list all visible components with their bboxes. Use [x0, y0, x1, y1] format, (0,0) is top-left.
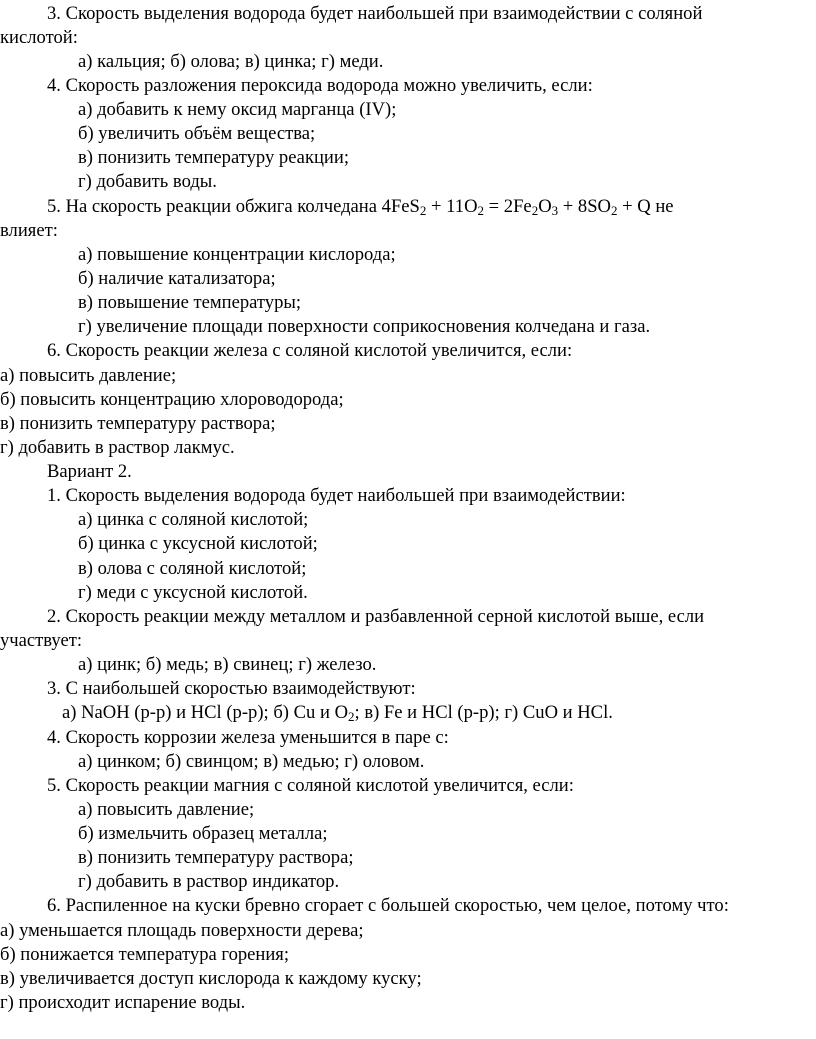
v1-q6-option-a: а) повысить давление; [0, 365, 177, 386]
v1-q5-sub-4: 3 [551, 203, 559, 218]
v1-q5-sub-3: 2 [531, 203, 539, 218]
v1-q4-option-c: в) понизить температуру реакции; [78, 147, 349, 168]
v1-q4-text: 4. Скорость разложения пероксида водорода можно увеличить, если: [47, 75, 593, 96]
v2-q2-text-cont: участвует: [0, 630, 83, 651]
v2-q2-text: 2. Скорость реакции между металлом и разбавленной серной кислотой выше, если [47, 606, 705, 627]
v1-q4-option-b: б) увеличить объём вещества; [78, 123, 316, 144]
v1-q5-sub-2: 2 [477, 203, 485, 218]
v1-q3-text-cont: кислотой: [0, 27, 78, 48]
v1-q5-option-c: в) повышение температуры; [78, 292, 302, 313]
v2-q6-option-c: в) увеличивается доступ кислорода к каждому куску; [0, 968, 422, 989]
v1-q5-sub-5: 2 [611, 203, 618, 218]
v1-q5-text-m3: O [538, 196, 552, 217]
v2-q6-text: 6. Распиленное на куски бревно сгорает с большей скоростью, чем целое, потому что: [47, 895, 729, 916]
v2-q1-option-a: а) цинка с соляной кислотой; [78, 509, 309, 530]
v1-q6-text: 6. Скорость реакции железа с соляной кислотой увеличится, если: [47, 340, 573, 361]
v2-q6-option-a: а) уменьшается площадь поверхности дерева; [0, 920, 364, 941]
v2-q2-options: а) цинк; б) медь; в) свинец; г) железо. [78, 654, 377, 675]
v2-q1-option-d: г) меди с уксусной кислотой. [78, 582, 308, 603]
v1-q5-text-pre: 5. На скорость реакции обжига колчедана 4FeS [47, 196, 420, 217]
v1-q5-option-d: г) увеличение площади поверхности соприкосновения колчедана и газа. [78, 316, 651, 337]
v2-q5-option-c: в) понизить температуру раствора; [78, 847, 354, 868]
v2-q5-option-a: а) повысить давление; [78, 799, 255, 820]
v1-q3-text: 3. Скорость выделения водорода будет наибольшей при взаимодействии с соляной [47, 3, 703, 24]
v1-q5-sub-1: 2 [419, 203, 427, 218]
v2-q1-text: 1. Скорость выделения водорода будет наибольшей при взаимодействии: [47, 485, 626, 506]
v1-q5-text-m2: = 2Fe [484, 196, 532, 217]
v1-q5-option-a: а) повышение концентрации кислорода; [78, 244, 396, 265]
v2-q3-options [62, 701, 613, 725]
v1-q5-text [47, 195, 674, 219]
v1-q6-option-c: в) понизить температуру раствора; [0, 413, 276, 434]
variant-2-heading: Вариант 2. [47, 461, 132, 482]
v1-q3-options: а) кальция; б) олова; в) цинка; г) меди. [78, 51, 384, 72]
v2-q3-sub-1: 2 [348, 709, 355, 724]
v1-q6-option-b: б) повысить концентрацию хлороводорода; [0, 389, 344, 410]
v1-q5-option-b: б) наличие катализатора; [78, 268, 276, 289]
v2-q3-text: 3. С наибольшей скоростью взаимодействуют: [47, 678, 416, 699]
v1-q6-option-d: г) добавить в раствор лакмус. [0, 437, 235, 458]
v1-q4-option-d: г) добавить воды. [78, 171, 217, 192]
v1-q5-text-m1: + 11O [426, 196, 478, 217]
v2-q6-option-d: г) происходит испарение воды. [0, 992, 246, 1013]
v1-q5-text-m4: + 8SO [558, 196, 611, 217]
v2-q5-option-b: б) измельчить образец металла; [78, 823, 328, 844]
v1-q5-text-cont: влияет: [0, 220, 58, 241]
v2-q1-option-b: б) цинка с уксусной кислотой; [78, 533, 318, 554]
v2-q1-option-c: в) олова с соляной кислотой; [78, 558, 307, 579]
v2-q3-options-pre: а) NaOH (р-р) и HCl (р-р); б) Cu и O [62, 702, 348, 723]
v2-q6-option-b: б) понижается температура горения; [0, 944, 290, 965]
v2-q4-options: а) цинком; б) свинцом; в) медью; г) оловом. [78, 751, 425, 772]
v2-q5-text: 5. Скорость реакции магния с соляной кислотой увеличится, если: [47, 775, 574, 796]
v2-q3-options-post: ; в) Fe и HCl (р-р); г) CuO и HCl. [354, 702, 613, 723]
v1-q4-option-a: а) добавить к нему оксид марганца (IV); [78, 99, 397, 120]
v1-q5-text-post: + Q не [617, 196, 674, 217]
v2-q4-text: 4. Скорость коррозии железа уменьшится в паре с: [47, 727, 449, 748]
v2-q5-option-d: г) добавить в раствор индикатор. [78, 871, 340, 892]
